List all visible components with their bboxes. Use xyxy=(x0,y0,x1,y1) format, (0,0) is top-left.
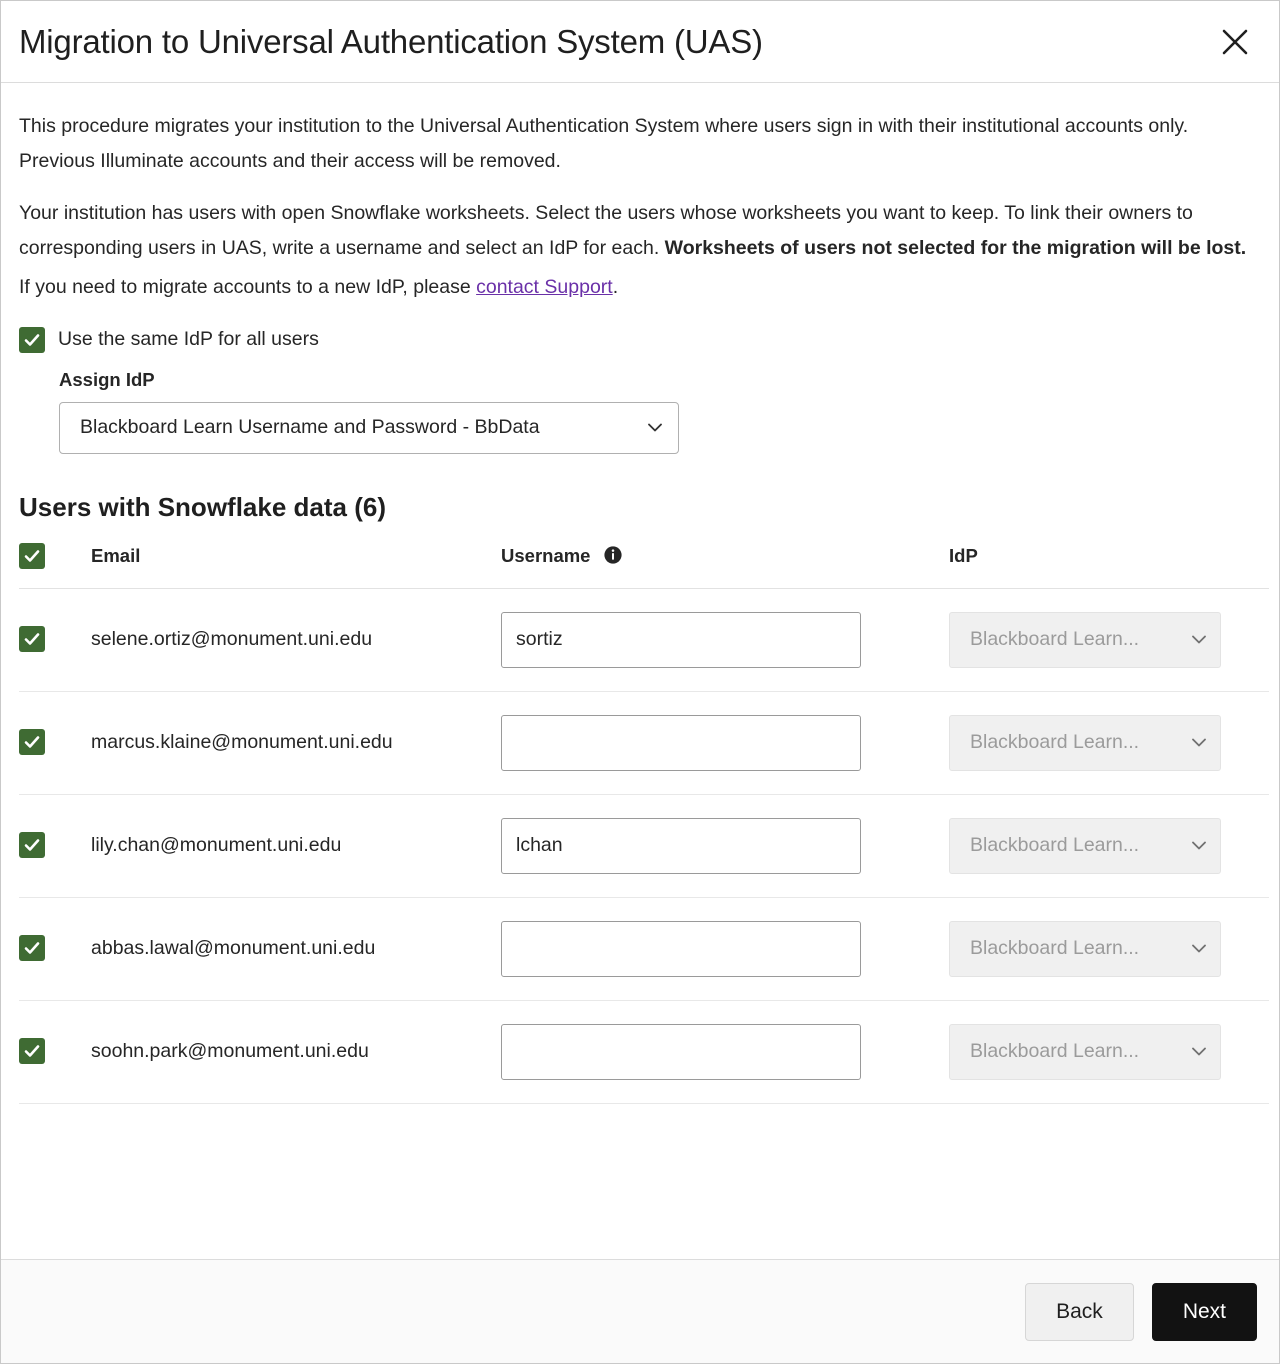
row-username-cell xyxy=(501,691,949,794)
row-idp-select[interactable] xyxy=(949,921,1221,977)
row-idp-value: Blackboard Learn... xyxy=(970,731,1140,754)
back-button[interactable]: Back xyxy=(1025,1283,1134,1341)
table-row xyxy=(19,794,1269,897)
use-same-idp-label: Use the same IdP for all users xyxy=(58,328,319,351)
row-email: abbas.lawal@monument.uni.edu xyxy=(91,897,501,1000)
close-icon xyxy=(1220,27,1250,57)
instructions-text: Your institution has users with open Snowflake worksheets. Select the users whose worksheets you want to keep. To link their owners to corresponding users in UAS, write a username and select an IdP for each. xyxy=(19,202,1193,260)
users-table-body xyxy=(19,588,1269,1103)
row-checkbox[interactable] xyxy=(19,1038,45,1064)
dialog-header xyxy=(1,1,1279,83)
row-email: selene.ortiz@monument.uni.edu xyxy=(91,588,501,691)
row-checkbox[interactable] xyxy=(19,626,45,652)
table-row xyxy=(19,897,1269,1000)
username-input[interactable] xyxy=(501,921,861,977)
assign-idp-select[interactable] xyxy=(59,402,679,454)
table-row xyxy=(19,691,1269,794)
row-username-cell xyxy=(501,1000,949,1103)
use-same-idp-checkbox[interactable] xyxy=(19,327,45,353)
dialog-body xyxy=(1,83,1279,1259)
username-input[interactable] xyxy=(501,612,861,668)
assign-idp-value: Blackboard Learn Username and Password - BbData xyxy=(80,416,540,439)
instructions-warning: Worksheets of users not selected for the migration will be lost. xyxy=(664,237,1247,260)
row-idp-select[interactable] xyxy=(949,1024,1221,1080)
instructions-paragraph xyxy=(19,196,1261,265)
chevron-down-icon xyxy=(1192,1046,1206,1058)
dialog-footer xyxy=(1,1259,1279,1363)
row-idp-value: Blackboard Learn... xyxy=(970,1040,1140,1063)
row-idp-cell xyxy=(949,794,1269,897)
row-username-cell xyxy=(501,897,949,1000)
chevron-down-icon xyxy=(1192,634,1206,646)
row-username-cell xyxy=(501,588,949,691)
row-checkbox-cell xyxy=(19,691,91,794)
row-idp-value: Blackboard Learn... xyxy=(970,937,1140,960)
page-title: Migration to Universal Authentication System (UAS) xyxy=(19,22,763,60)
row-idp-value: Blackboard Learn... xyxy=(970,628,1140,651)
row-checkbox[interactable] xyxy=(19,832,45,858)
support-text-prefix: If you need to migrate accounts to a new IdP, please xyxy=(19,275,477,298)
row-checkbox-cell xyxy=(19,1000,91,1103)
column-header-idp: IdP xyxy=(949,545,978,567)
table-row xyxy=(19,588,1269,691)
next-button[interactable]: Next xyxy=(1152,1283,1257,1341)
row-idp-cell xyxy=(949,1000,1269,1103)
row-checkbox-cell xyxy=(19,897,91,1000)
chevron-down-icon xyxy=(1192,943,1206,955)
row-idp-cell xyxy=(949,897,1269,1000)
column-header-username-label: Username xyxy=(501,545,591,567)
row-idp-value: Blackboard Learn... xyxy=(970,834,1140,857)
assign-idp-label: Assign IdP xyxy=(59,368,155,390)
chevron-down-icon xyxy=(1192,840,1206,852)
row-idp-select[interactable] xyxy=(949,715,1221,771)
row-checkbox-cell xyxy=(19,588,91,691)
username-input[interactable] xyxy=(501,715,861,771)
info-icon[interactable] xyxy=(603,545,623,565)
row-username-cell xyxy=(501,794,949,897)
row-checkbox-cell xyxy=(19,794,91,897)
username-input[interactable] xyxy=(501,818,861,874)
support-text-suffix: . xyxy=(612,275,619,298)
select-all-cell xyxy=(19,543,91,589)
row-email: lily.chan@monument.uni.edu xyxy=(91,794,501,897)
row-idp-cell xyxy=(949,691,1269,794)
row-checkbox[interactable] xyxy=(19,729,45,755)
table-header-row xyxy=(19,543,1269,589)
table-row xyxy=(19,1000,1269,1103)
users-section-title: Users with Snowflake data (6) xyxy=(19,491,386,522)
support-paragraph xyxy=(19,270,1261,305)
row-idp-select[interactable] xyxy=(949,818,1221,874)
username-input[interactable] xyxy=(501,1024,861,1080)
contact-support-link[interactable]: contact Support xyxy=(476,275,613,298)
row-idp-cell xyxy=(949,588,1269,691)
row-email: marcus.klaine@monument.uni.edu xyxy=(91,691,501,794)
assign-idp-block xyxy=(59,369,1261,454)
chevron-down-icon xyxy=(648,422,662,434)
close-button[interactable] xyxy=(1213,20,1257,64)
chevron-down-icon xyxy=(1192,737,1206,749)
users-table xyxy=(19,543,1269,1104)
column-header-username xyxy=(501,543,949,589)
column-header-email: Email xyxy=(91,545,141,567)
intro-paragraph: This procedure migrates your institution to the Universal Authentication System where users sign in with their institutional accounts only. Previous Illuminate accounts and their access will be removed. xyxy=(19,115,1189,172)
select-all-checkbox[interactable] xyxy=(19,543,45,569)
row-idp-select[interactable] xyxy=(949,612,1221,668)
row-email: soohn.park@monument.uni.edu xyxy=(91,1000,501,1103)
row-checkbox[interactable] xyxy=(19,935,45,961)
use-same-idp-row[interactable] xyxy=(19,327,1261,353)
